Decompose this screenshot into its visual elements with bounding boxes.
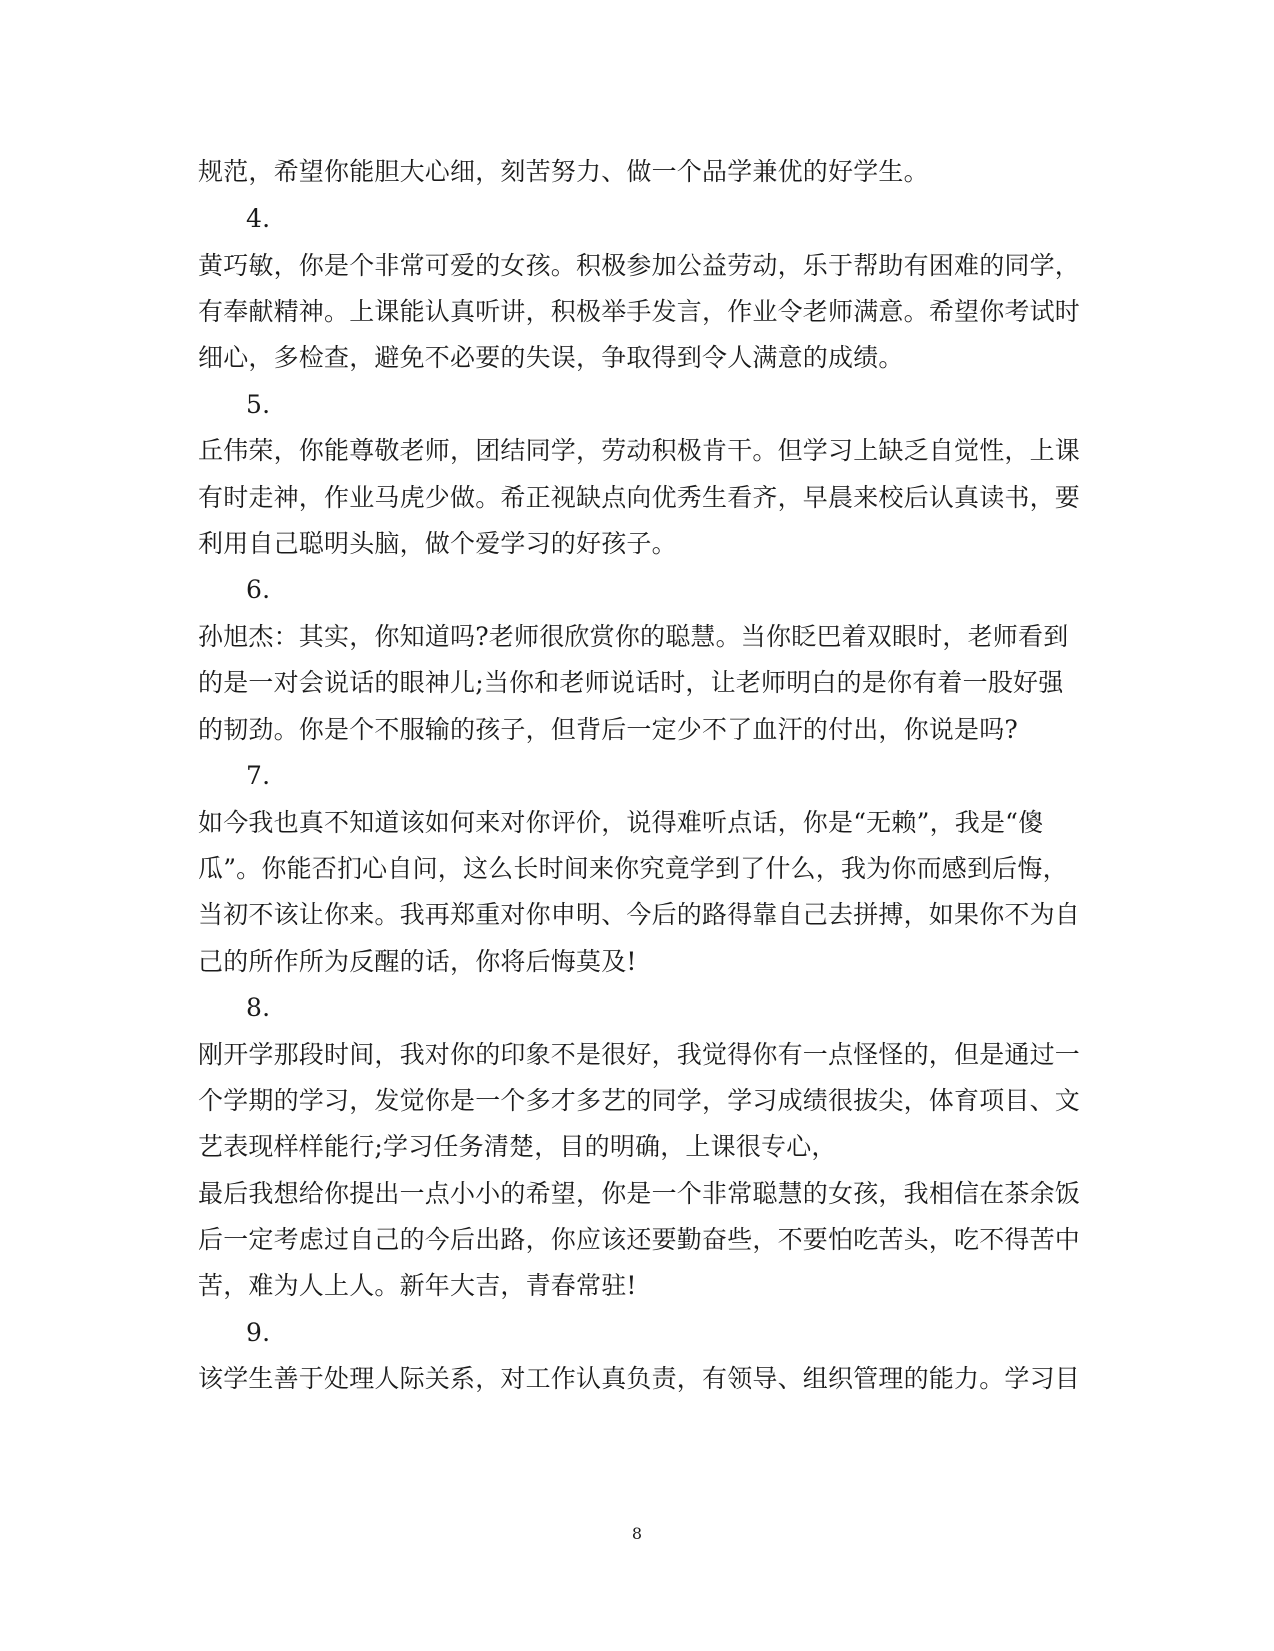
page-number: 8 xyxy=(631,1524,643,1543)
paragraph-line: 己的所作所为反醒的话，你将后悔莫及! xyxy=(198,947,637,976)
paragraph-line: 最后我想给你提出一点小小的希望，你是一个非常聪慧的女孩，我相信在茶余饭 xyxy=(198,1179,1081,1208)
paragraph-line: 利用自己聪明头脑，做个爱学习的好孩子。 xyxy=(198,529,677,558)
paragraph-line: 丘伟荣，你能尊敬老师，团结同学，劳动积极肯干。但学习上缺乏自觉性，上课 xyxy=(198,436,1081,465)
paragraph-line: 苦，难为人上人。新年大吉，青春常驻! xyxy=(198,1271,637,1300)
item-number: 5. xyxy=(246,390,271,419)
paragraph-line: 后一定考虑过自己的今后出路，你应该还要勤奋些，不要怕吃苦头，吃不得苦中 xyxy=(198,1225,1081,1254)
paragraph-line: 细心，多检查，避免不必要的失误，争取得到令人满意的成绩。 xyxy=(198,343,904,372)
paragraph-line: 的韧劲。你是个不服输的孩子，但背后一定少不了血汗的付出，你说是吗? xyxy=(198,715,1019,744)
item-number: 4. xyxy=(246,204,271,233)
paragraph-line: 有时走神，作业马虎少做。希正视缺点向优秀生看齐，早晨来校后认真读书，要 xyxy=(198,483,1081,512)
paragraph-line: 孙旭杰：其实，你知道吗?老师很欣赏你的聪慧。当你眨巴着双眼时，老师看到 xyxy=(198,622,1069,651)
item-number: 8. xyxy=(246,993,271,1022)
paragraph-line: 瓜”。你能否扪心自问，这么长时间来你究竟学到了什么，我为你而感到后悔， xyxy=(198,854,1068,883)
item-number: 6. xyxy=(246,575,271,604)
paragraph-line: 如今我也真不知道该如何来对你评价，说得难听点话，你是“无赖”，我是“傻 xyxy=(198,808,1044,837)
paragraph-line: 艺表现样样能行;学习任务清楚，目的明确，上课很专心， xyxy=(198,1132,837,1161)
paragraph-line: 个学期的学习，发觉你是一个多才多艺的同学，学习成绩很拔尖，体育项目、文 xyxy=(198,1086,1081,1115)
item-number: 7. xyxy=(246,761,271,790)
paragraph-line: 当初不该让你来。我再郑重对你申明、今后的路得靠自己去拼搏，如果你不为自 xyxy=(198,900,1081,929)
paragraph-line: 的是一对会说话的眼神儿;当你和老师说话时，让老师明白的是你有着一股好强 xyxy=(198,668,1064,697)
item-number: 9. xyxy=(246,1318,271,1347)
paragraph-line: 该学生善于处理人际关系，对工作认真负责，有领导、组织管理的能力。学习目 xyxy=(198,1364,1081,1393)
paragraph-line: 规范，希望你能胆大心细，刻苦努力、做一个品学兼优的好学生。 xyxy=(198,157,929,186)
paragraph-line: 黄巧敏，你是个非常可爱的女孩。积极参加公益劳动，乐于帮助有困难的同学， xyxy=(198,251,1081,280)
paragraph-line: 有奉献精神。上课能认真听讲，积极举手发言，作业令老师满意。希望你考试时 xyxy=(198,297,1081,326)
paragraph-line: 刚开学那段时间，我对你的印象不是很好，我觉得你有一点怪怪的，但是通过一 xyxy=(198,1040,1081,1069)
